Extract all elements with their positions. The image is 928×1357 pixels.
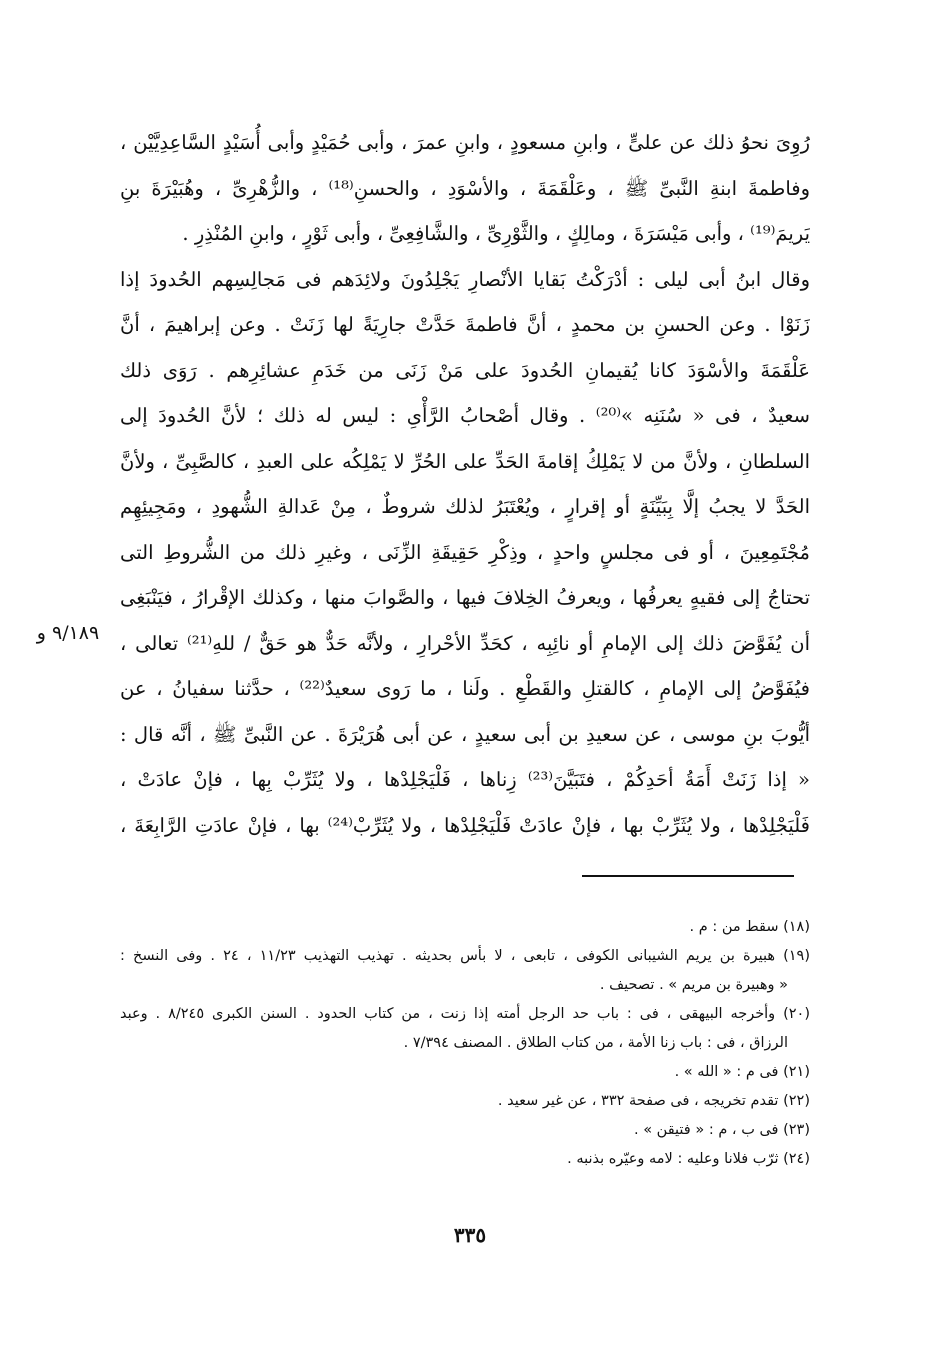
text-line: الحَدَّ لا يجبُ إلَّا بِبَيِّنَةٍ أو إقرارٍ ، ويُعْتَبَرُ لذلك شروطٌ ، مِنْ عَدالةِ الشُّهودِ ، ومَجِيئِهِم (120, 495, 810, 518)
text-line: يَريمَ⁽¹⁹⁾ ، وأبى مَيْسَرَةَ ، ومالِكٍ ، والثَّوْرِىِّ ، والشَّافِعِىِّ ، وأبى ثَوْرٍ ، وابنِ المُنْذِرِ . (182, 222, 810, 245)
page-number: ٣٣٥ (453, 1223, 487, 1247)
text-line: فيُفَوَّضُ إلى الإمامِ ، كالقتلِ والقَطْعِ . ولَنا ، ما رَوى سعيدٌ⁽²²⁾ ، حدَّثنا سفيانُ ، عن (120, 677, 810, 700)
text-line: أيُّوبَ بنِ موسى ، عن سعيدِ بن أبى سعيدٍ ، عن أبى هُرَيْرَةَ . عن النَّبىِّ ﷺ ، أنَّه قال : (120, 722, 810, 746)
footnote-separator (582, 875, 794, 877)
footnote-line: (٢٠) وأخرجه البيهقى ، فى : باب حد الرجل أمته إذا زنت ، من كتاب الحدود . السنن الكبرى ٨/٢٤٥ . وعبد (120, 1006, 810, 1022)
text-line: تحتاجُ إلى فقيهٍ يعرفُها ، ويعرفُ الخِلافَ فيها ، والصَّوابَ منها ، وكذلك الإقْرارُ ، فيَنْبَغِى (120, 586, 810, 609)
footnote-line: الرزاق ، فى : باب زنا الأمة ، من كتاب الطلاق . المصنف ٧/٣٩٤ . (403, 1035, 788, 1051)
text-line: فَلْيَجْلِدْها ، ولا يُثَرِّبْ بها ، فإنْ عادَتْ فَلْيَجْلِدْها ، ولا يُثَرِّبْ⁽²⁴⁾ بها ، فإنْ عادَتِ الرَّابِعَةَ ، (120, 813, 810, 837)
footnote-line: (١٩) هبيرة بن يريم الشيبانى الكوفى ، تابعى ، لا بأس بحديثه . تهذيب التهذيب ١١/٢٣ ، ٢٤ . وفى النسخ : (120, 948, 810, 964)
manuscript-folio-marker: ٩/١٨٩ و (36, 622, 100, 644)
footnote-line: (٢٤) ثرّب فلانا وعليه : لامه وعيّره بذنبه . (567, 1151, 810, 1167)
footnote-line: (٢١) فى م : « الله » . (674, 1064, 810, 1080)
text-line: عَلْقَمَةَ والأسْوَدَ كانا يُقيمانِ الحُدودَ على مَنْ زَنَى من خَدَمِ عشائِرِهم . رَوَى ذلك (120, 358, 810, 382)
text-line: رُوِىَ نحوُ ذلك عن علىٍّ ، وابنِ مسعودٍ ، وابنِ عمرَ ، وأبى حُمَيْدٍ وأبى أُسَيْدٍ السَّاعِدِيَّيْن ، (120, 131, 810, 154)
text-line: السلطانِ ، ولأنَّ من لا يَمْلِكُ إقامةَ الحَدِّ على الحُرِّ لا يَمْلِكُه على العبدِ ، كالصَّبِىِّ ، ولأنَّ (120, 449, 810, 473)
footnote-line: « وهبيرة بن مريم » . تصحيف . (599, 977, 788, 993)
text-line: وفاطمةَ ابنةِ النَّبىِّ ﷺ ، وعَلْقَمَةَ ، والأسْوَدِ ، والحسنِ⁽¹⁸⁾ ، والزُّهْرِىِّ ، وهُبَيْرَةَ بنِ (120, 176, 810, 200)
footnote-line: (١٨) سقط من : م . (689, 919, 810, 935)
text-line: سعيدٌ ، فى « سُنَنِه »⁽²⁰⁾ . وقال أصْحابُ الرَّأْىِ : ليس له ذلك ؛ لأنَّ الحُدودَ إلى (120, 404, 810, 427)
text-line: مُجْتَمِعِينَ ، أو فى مجلسٍ واحدٍ ، وذِكْرِ حَقِيقَةِ الزِّنَى ، وغيرِ ذلك من الشُّروطِ التى (120, 540, 810, 564)
text-line: وقال ابنُ أبى ليلى : أدْرَكْتُ بَقايا الأنْصارِ يَجْلِدُونَ ولائِدَهم فى مَجالِسِهم الحُدودَ إذا (120, 267, 810, 291)
text-line: أن يُفَوَّضَ ذلك إلى الإمامِ أو نائِبِه ، كحَدِّ الأحْرارِ ، ولأنَّه حَدٌّ هو حَقٌّ / للهِ⁽²¹⁾ تعالى ، (120, 631, 810, 655)
main-text-block (120, 120, 810, 848)
footnote-line: (٢٢) تقدم تخريجه ، فى صفحة ٣٣٢ ، عن غير سعيد . (497, 1093, 810, 1109)
text-line: « إذا زَنَتْ أَمَةُ أحَدِكُمْ ، فتَبَيَّنَ⁽²³⁾ زِناها ، فَلْيَجْلِدْها ، ولا يُثَرِّبْ بِها ، فإنْ عادَتْ ، (120, 768, 810, 791)
text-line: زَنَوْا . وعن الحسنِ بن محمدٍ ، أنَّ فاطمةَ حَدَّتْ جارِيَةً لها زَنَتْ . وعن إبراهيمَ ، أنَّ (120, 313, 810, 336)
footnote-line: (٢٣) فى ب ، م : « فتيقن » . (633, 1122, 810, 1138)
footnotes-block (120, 913, 810, 1174)
